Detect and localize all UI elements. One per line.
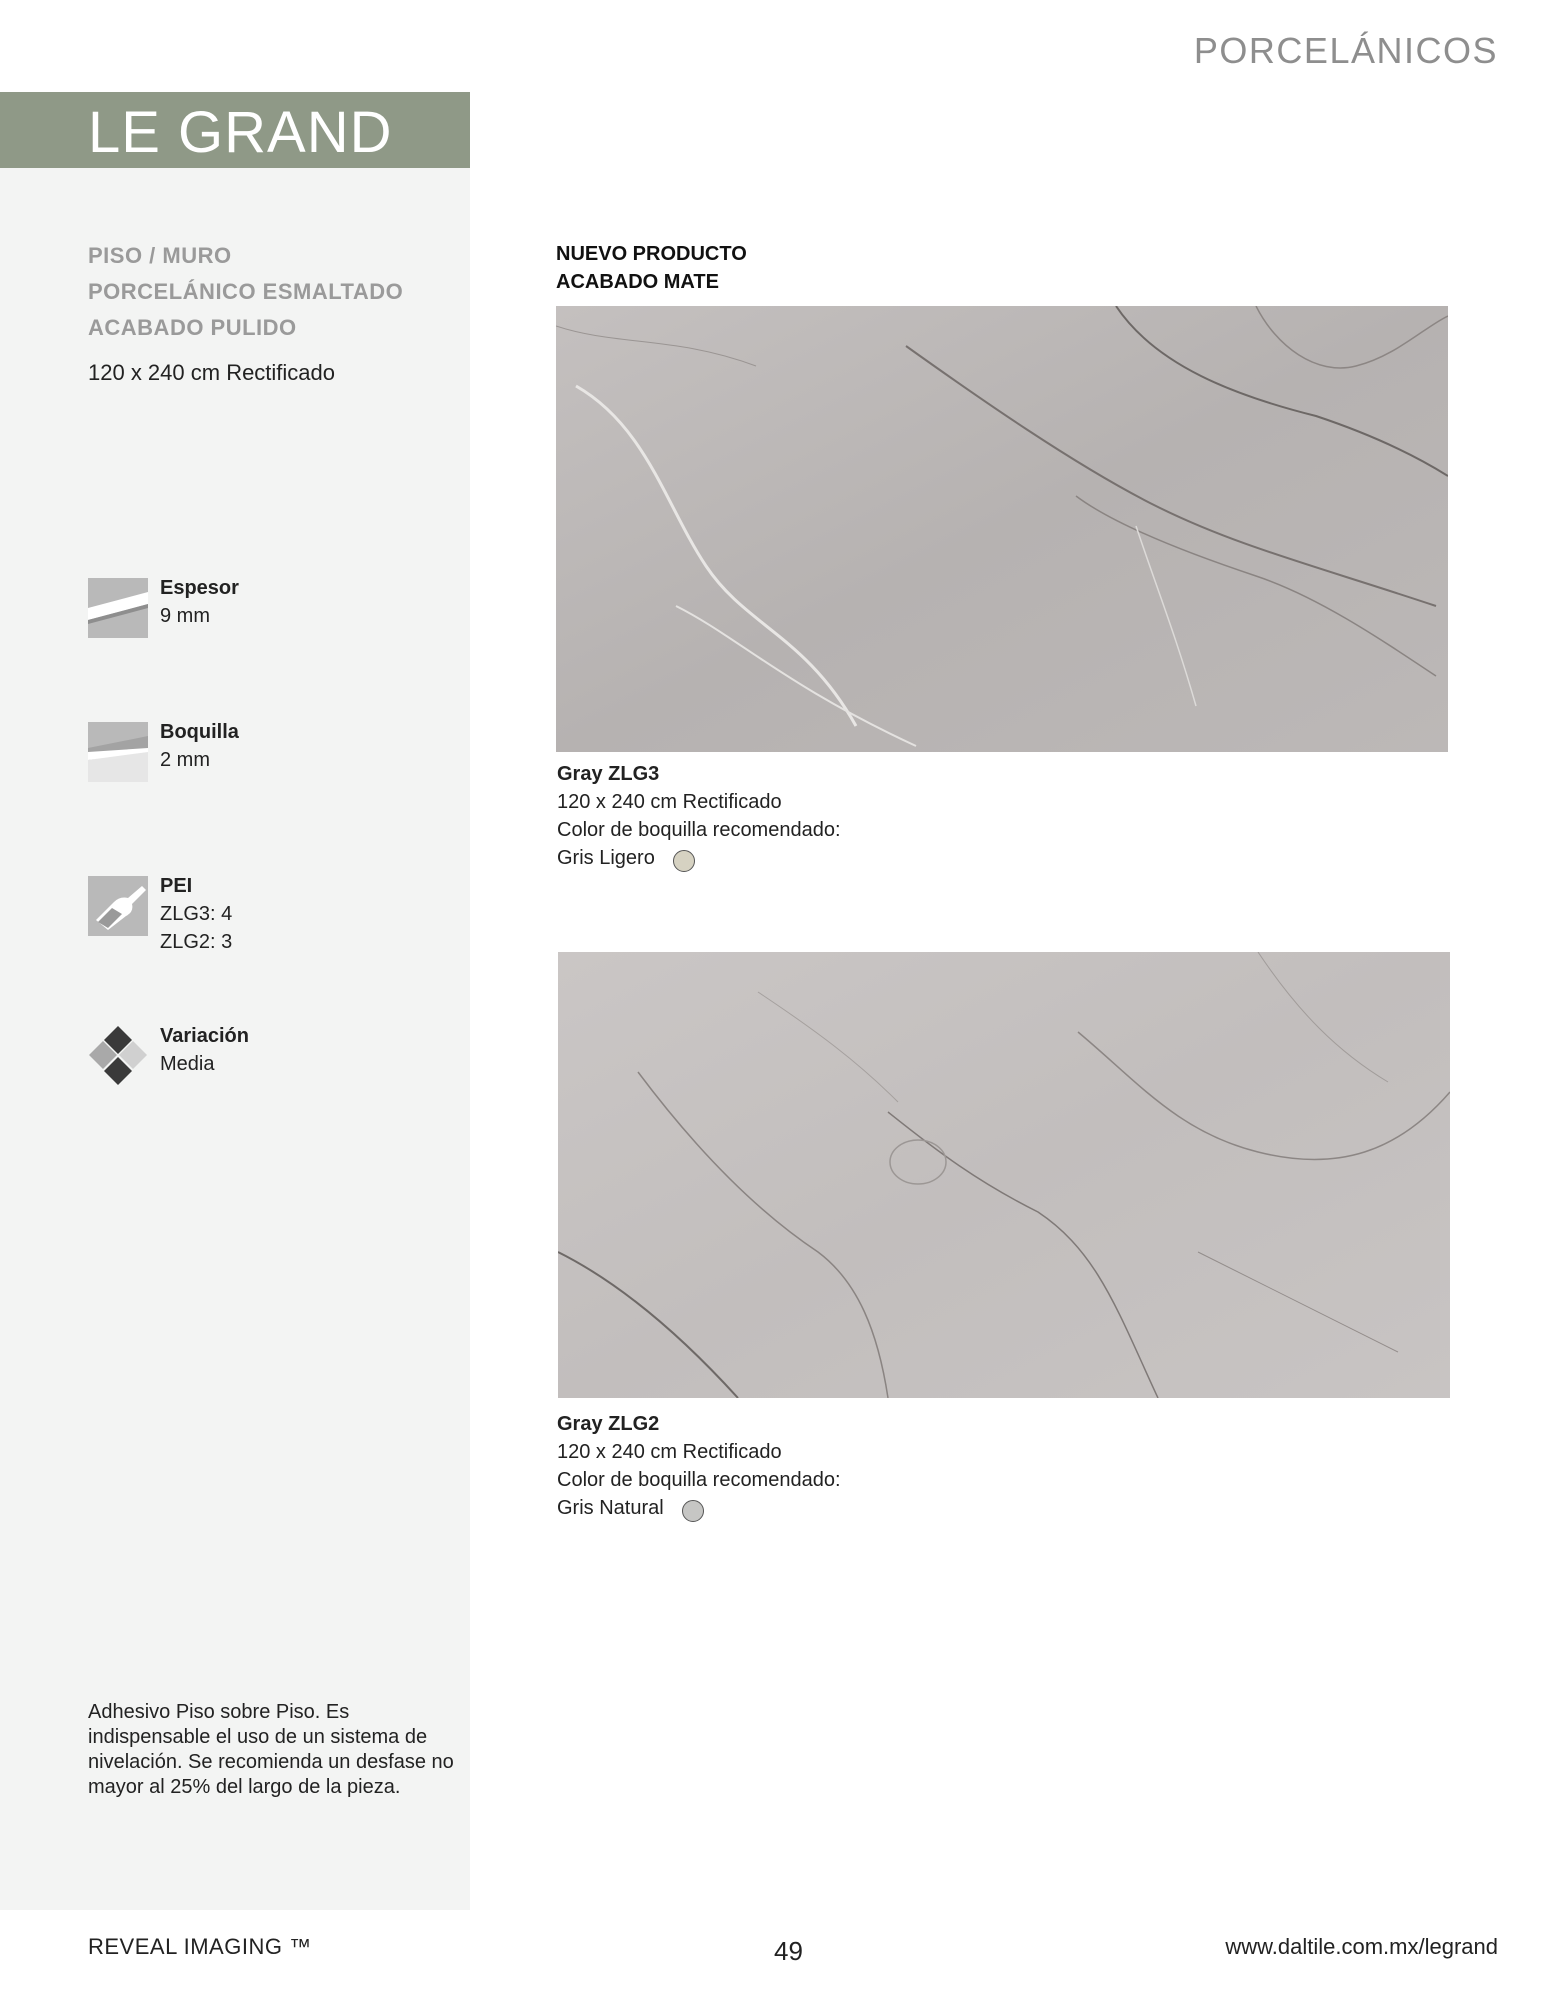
grout-label: Color de boquilla recomendado:	[557, 1469, 841, 1491]
grout-color-name: Gris Ligero	[557, 847, 655, 869]
feature-value: Media	[160, 1053, 215, 1075]
product-info-zlg2	[557, 1410, 841, 1522]
feature-value: 2 mm	[160, 749, 210, 771]
variation-icon	[88, 1026, 148, 1086]
spec-usage: PISO / MURO	[88, 243, 232, 268]
thickness-icon	[88, 578, 148, 638]
feature-label: Espesor	[160, 577, 239, 599]
product-name: Gray ZLG3	[557, 763, 660, 785]
tile-image-zlg3	[556, 306, 1448, 752]
product-name: Gray ZLG2	[557, 1413, 660, 1435]
feature-label: Boquilla	[160, 721, 239, 743]
page-number: 49	[774, 1936, 803, 1966]
tile-image-zlg2	[558, 952, 1450, 1398]
grout-color-swatch	[682, 1500, 704, 1522]
page-title: LE GRAND	[88, 100, 393, 165]
feature-label: Variación	[160, 1025, 249, 1047]
feature-value: ZLG3: 4	[160, 903, 233, 925]
product-size: 120 x 240 cm Rectificado	[557, 791, 782, 813]
grout-icon	[88, 722, 148, 782]
new-product-label: NUEVO PRODUCTO	[556, 243, 747, 265]
installation-note: Adhesivo Piso sobre Piso. Es indispensable el uso de un sistema de nivelación. Se recomienda un desfase no mayor al 25% del largo de la pieza.	[88, 1701, 454, 1798]
spec-finish: ACABADO PULIDO	[88, 315, 297, 340]
spec-size: 120 x 240 cm Rectificado	[88, 360, 336, 385]
grout-label: Color de boquilla recomendado:	[557, 819, 841, 841]
section-label: PORCELÁNICOS	[1193, 30, 1498, 71]
feature-value: 9 mm	[160, 605, 210, 627]
pei-icon	[88, 876, 148, 936]
feature-value: ZLG2: 3	[160, 931, 233, 953]
feature-label: PEI	[160, 875, 193, 897]
spec-lines	[88, 238, 403, 346]
product-size: 120 x 240 cm Rectificado	[557, 1441, 782, 1463]
grout-color-swatch	[673, 850, 695, 872]
finish-label: ACABADO MATE	[556, 271, 719, 293]
products-header	[556, 240, 747, 296]
footer-url[interactable]: www.daltile.com.mx/legrand	[1225, 1934, 1498, 1959]
grout-color-name: Gris Natural	[557, 1497, 664, 1519]
spec-material: PORCELÁNICO ESMALTADO	[88, 279, 404, 304]
footer-brand: REVEAL IMAGING ™	[88, 1934, 312, 1959]
product-info-zlg3	[557, 760, 841, 872]
